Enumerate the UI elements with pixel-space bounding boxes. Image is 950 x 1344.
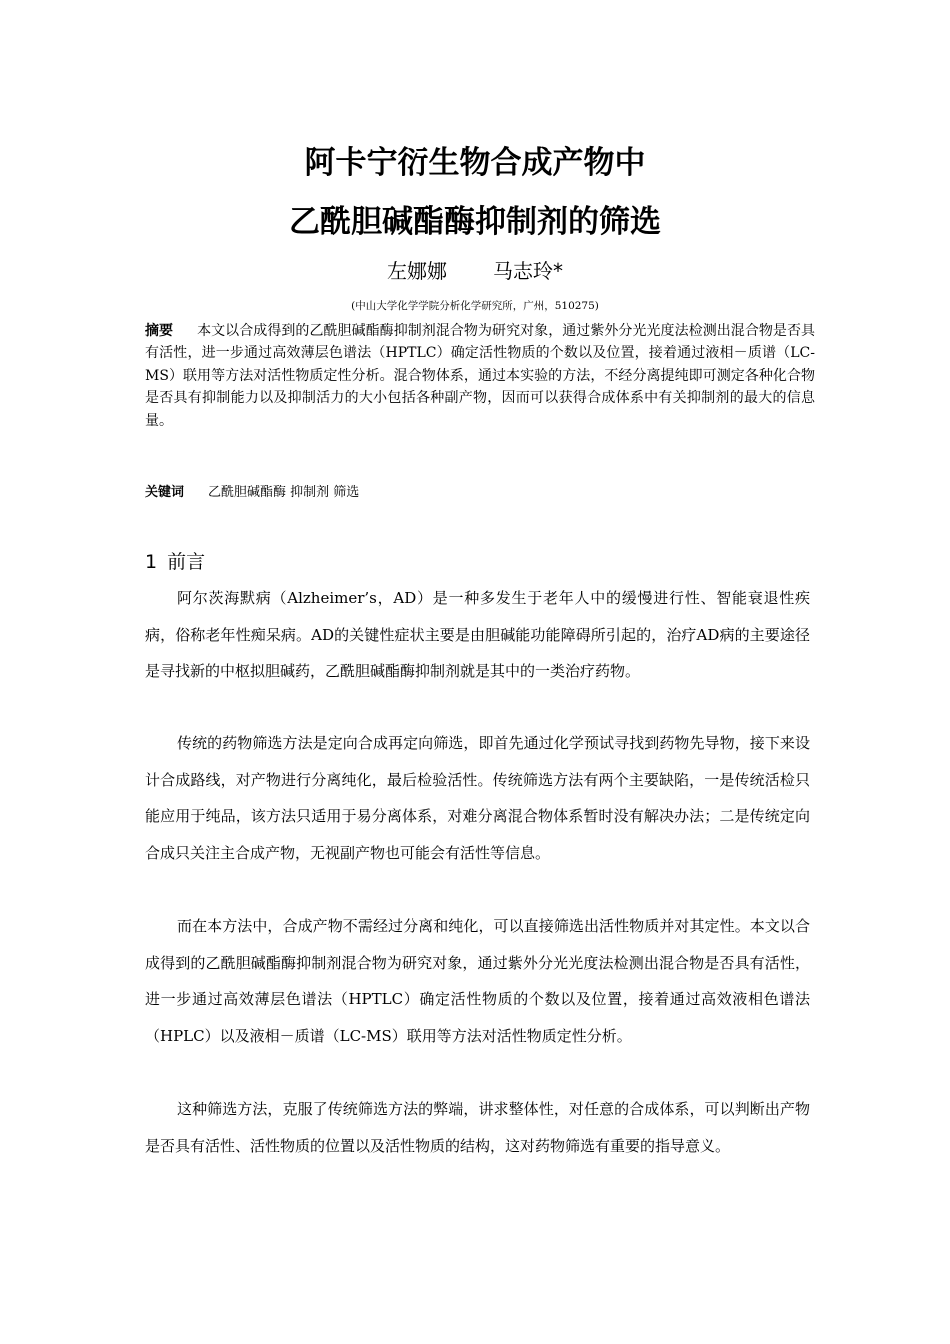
paper-title-line1: 阿卡宁衍生物合成产物中: [304, 145, 646, 181]
paragraph-4: [145, 1091, 810, 1164]
paper-title-line2: 乙酰胆碱酯酶抑制剂的筛选: [289, 204, 661, 240]
section-number: 1: [145, 551, 158, 573]
abstract-text: 本文以合成得到的乙酰胆碱酯酶抑制剂混合物为研究对象，通过紫外分光光度法检测出混合物是否具有活性，进一步通过高效薄层色谱法（HPTLC）确定活性物质的个数以及位置，接着通过液相－质谱（LC-MS）联用等方法对活性物质定性分析。混合物体系，通过本实验的方法，不经分离提纯即可测定各种化合物是否具有抑制能力以及抑制活力的大小包括各种副产物，因而可以获得合成体系中有关抑制剂的最大的信息量。: [145, 323, 816, 429]
section-title: 前言: [167, 551, 206, 573]
paragraph-text: 而在本方法中，合成产物不需经过分离和纯化，可以直接筛选出活性物质并对其定性。本文以合成得到的乙酰胆碱酯酶抑制剂混合物为研究对象，通过紫外分光光度法检测出混合物是否具有活性，进一步通过高效薄层色谱法（HPTLC）确定活性物质的个数以及位置，接着通过高效液相色谱法（HPLC）以及液相－质谱（LC-MS）联用等方法对活性物质定性分析。: [145, 917, 810, 1045]
authors: [0, 255, 950, 284]
paragraph-3: [145, 908, 810, 1054]
author-1: 左娜娜: [387, 259, 447, 283]
paragraph-1: [145, 580, 810, 690]
paragraph-text: 传统的药物筛选方法是定向合成再定向筛选，即首先通过化学预试寻找到药物先导物，接下来设计合成路线，对产物进行分离纯化，最后检验活性。传统筛选方法有两个主要缺陷，一是传统活检只能应用于纯品，该方法只适用于易分离体系，对难分离混合物体系暂时没有解决办法；二是传统定向合成只关注主合成产物，无视副产物也可能会有活性等信息。: [145, 734, 810, 862]
keywords-text: 乙酰胆碱酯酶 抑制剂 筛选: [208, 485, 360, 500]
paragraph-text: 这种筛选方法，克服了传统筛选方法的弊端，讲求整体性，对任意的合成体系，可以判断出产物是否具有活性、活性物质的位置以及活性物质的结构，这对药物筛选有重要的指导意义。: [145, 1100, 810, 1155]
affiliation: (中山大学化学学院分析化学研究所，广州，510275): [351, 300, 599, 312]
paragraph-text: 阿尔茨海默病（Alzheimer’s，AD）是一种多发生于老年人中的缓慢进行性、智能衰退性疾病，俗称老年性痴呆病。AD的关键性症状主要是由胆碱能功能障碍所引起的，治疗AD病的主要途径是寻找新的中枢拟胆碱药，乙酰胆碱酯酶抑制剂就是其中的一类治疗药物。: [145, 589, 810, 681]
abstract-label: 摘要: [145, 323, 174, 339]
abstract: [145, 320, 815, 432]
paragraph-2: [145, 725, 810, 871]
keywords: [145, 481, 359, 500]
author-2: 马志玲*: [493, 259, 563, 283]
keywords-label: 关键词: [145, 485, 185, 500]
section-heading: [145, 547, 205, 574]
